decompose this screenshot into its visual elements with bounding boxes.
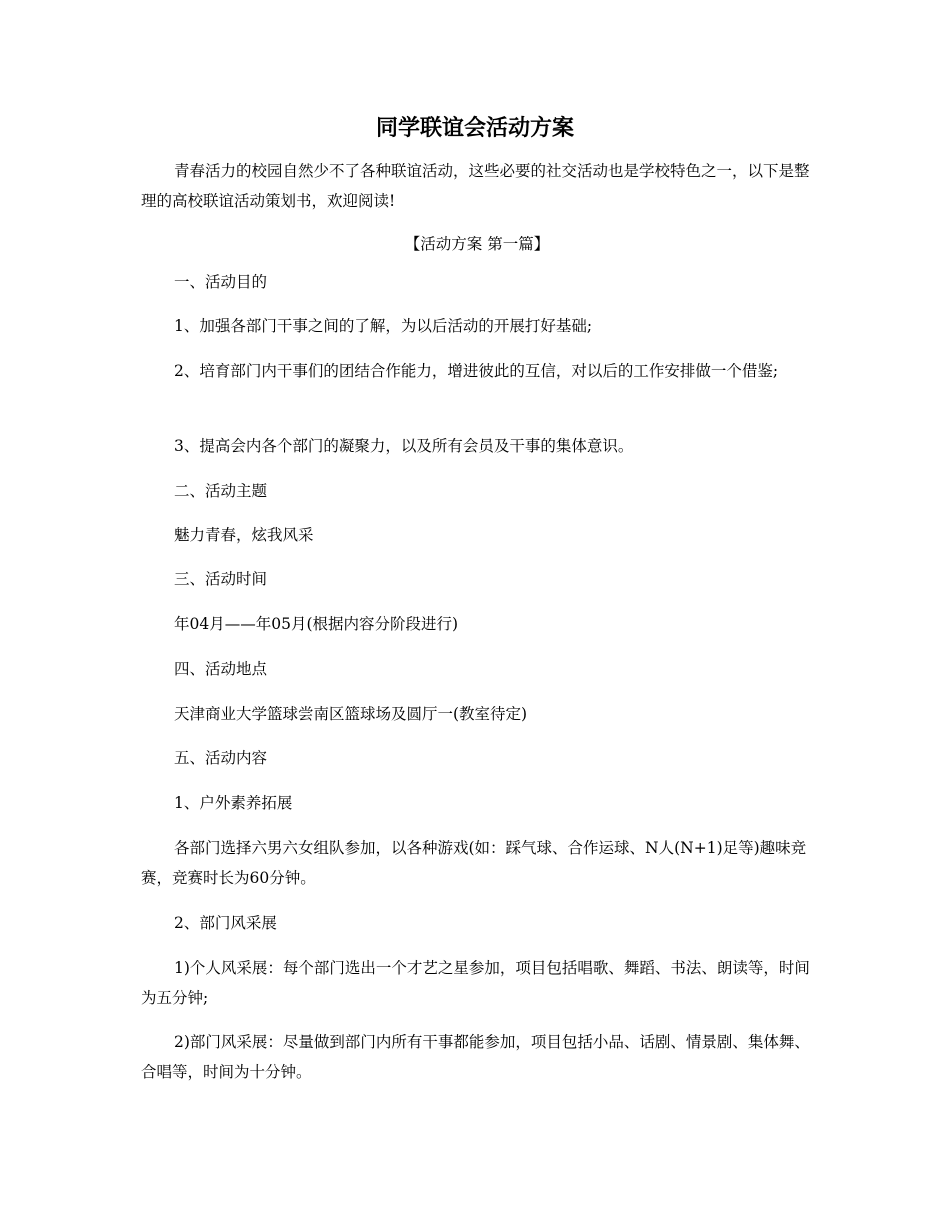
time-text: 年04月——年05月(根据内容分阶段进行) xyxy=(174,615,459,633)
content-item-2-sub-1: 1)个人风采展：每个部门选出一个才艺之星参加，项目包括唱歌、舞蹈、书法、朗读等，时间为五分钟; xyxy=(141,959,810,1007)
purpose-item-2: 2、培育部门内干事们的团结合作能力，增进彼此的互信，对以后的工作安排做一个借鉴; xyxy=(174,362,779,380)
heading-theme: 二、活动主题 xyxy=(174,482,268,500)
intro-paragraph: 青春活力的校园自然少不了各种联谊活动，这些必要的社交活动也是学校特色之一，以下是整理的高校联谊活动策划书，欢迎阅读! xyxy=(141,162,810,210)
purpose-item-3: 3、提高会内各个部门的凝聚力，以及所有会员及干事的集体意识。 xyxy=(174,437,634,455)
content-item-2-sub-2: 2)部门风采展：尽量做到部门内所有干事都能参加，项目包括小品、话剧、情景剧、集体舞、合唱等，时间为十分钟。 xyxy=(141,1033,810,1081)
location-text: 天津商业大学篮球尝南区篮球场及圆厅一(教室待定) xyxy=(174,705,528,723)
theme-text: 魅力青春，炫我风采 xyxy=(174,526,314,544)
document-title: 同学联谊会活动方案 xyxy=(375,115,574,141)
heading-content: 五、活动内容 xyxy=(174,749,268,767)
heading-time: 三、活动时间 xyxy=(174,570,268,588)
section-header: 【活动方案 第一篇】 xyxy=(404,235,550,253)
purpose-item-1: 1、加强各部门干事之间的了解，为以后活动的开展打好基础; xyxy=(174,317,593,335)
content-item-1-text: 各部门选择六男六女组队参加，以各种游戏(如：踩气球、合作运球、N人(N+1)足等)趣味竞赛，竞赛时长为60分钟。 xyxy=(141,839,807,887)
content-item-2-heading: 2、部门风采展 xyxy=(174,914,277,932)
heading-purpose: 一、活动目的 xyxy=(174,273,268,291)
content-item-1-heading: 1、户外素养拓展 xyxy=(174,794,293,812)
heading-location: 四、活动地点 xyxy=(174,660,268,678)
